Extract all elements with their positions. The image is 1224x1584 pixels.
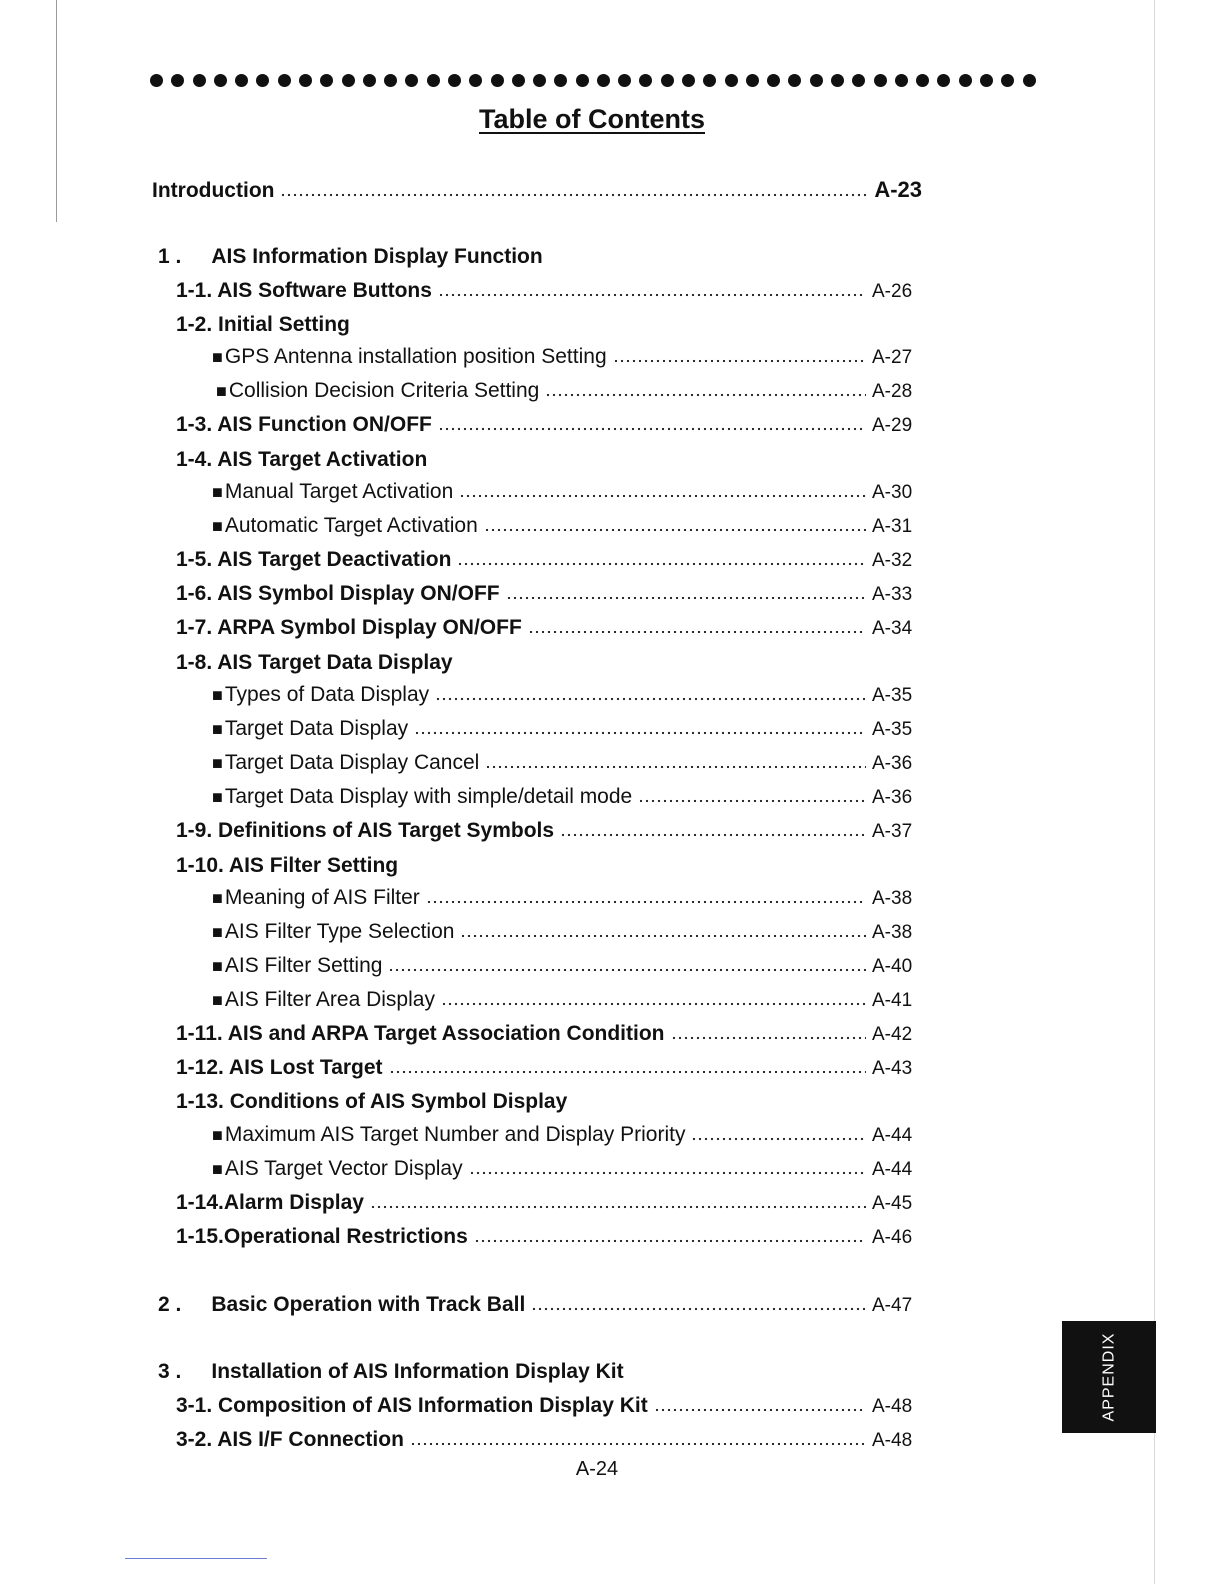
dot-leader	[469, 1171, 866, 1175]
dot-leader	[485, 765, 866, 769]
toc-entry-label: Automatic Target Activation	[224, 514, 478, 537]
dot-icon	[639, 74, 652, 87]
toc-page-number: A-46	[872, 1227, 913, 1248]
dot-leader	[280, 193, 868, 197]
toc-entry-label: Meaning of AIS Filter	[224, 886, 420, 909]
dot-leader	[457, 562, 866, 566]
toc-entry-label: 1-6. AIS Symbol Display ON/OFF	[176, 582, 500, 605]
square-bullet-icon: ■	[212, 347, 223, 367]
toc-page-number: A-29	[872, 415, 913, 436]
toc-entry	[158, 1358, 914, 1386]
toc-page-number: A-44	[872, 1159, 913, 1180]
toc-page-number: A-38	[872, 922, 913, 943]
toc-page-number: A-37	[872, 821, 913, 842]
toc-entry-label: AIS Filter Area Display	[224, 988, 435, 1011]
dot-icon	[937, 74, 950, 87]
toc-entry	[176, 580, 914, 609]
toc-entry	[176, 1392, 914, 1421]
toc-subentry	[212, 986, 914, 1015]
toc-entry-label: Manual Target Activation	[224, 480, 454, 503]
dot-icon	[1001, 74, 1014, 87]
dot-icon	[363, 74, 376, 87]
toc-page-number: A-44	[872, 1125, 913, 1146]
toc-page-number: A-42	[872, 1024, 913, 1045]
dot-icon	[576, 74, 589, 87]
toc-page-number: A-35	[872, 719, 913, 740]
toc-entry-label: 1-13. Conditions of AIS Symbol Display	[176, 1090, 568, 1113]
toc-page-number: A-31	[872, 516, 913, 537]
dot-icon	[1023, 74, 1036, 87]
toc-entry	[176, 852, 914, 880]
dot-icon	[448, 74, 461, 87]
toc-page-number: A-45	[872, 1193, 913, 1214]
toc-page-number: A-38	[872, 888, 913, 909]
toc-entry	[176, 1426, 914, 1455]
dot-icon	[916, 74, 929, 87]
dot-leader	[459, 494, 866, 498]
toc-entry	[176, 1189, 914, 1218]
toc-entry	[158, 1291, 914, 1320]
dot-icon	[831, 74, 844, 87]
dot-leader	[654, 1408, 866, 1412]
dot-icon	[703, 74, 716, 87]
dot-icon	[235, 74, 248, 87]
toc-page-number: A-40	[872, 956, 913, 977]
dot-leader	[438, 427, 866, 431]
toc-entry	[158, 243, 922, 271]
toc-entry	[176, 311, 914, 339]
dot-icon	[767, 74, 780, 87]
dot-icon	[469, 74, 482, 87]
chapter-number: 2 .	[158, 1293, 182, 1316]
toc-entry-label: Introduction	[152, 179, 275, 202]
dot-leader	[528, 630, 866, 634]
appendix-tab-label: APPENDIX	[1099, 1332, 1117, 1422]
dot-icon	[618, 74, 631, 87]
dot-icon	[193, 74, 206, 87]
dot-icon	[682, 74, 695, 87]
dot-leader	[441, 1002, 866, 1006]
dot-leader	[560, 833, 866, 837]
square-bullet-icon: ■	[212, 516, 223, 536]
toc-page-number: A-33	[872, 584, 913, 605]
toc-entry	[176, 446, 914, 474]
dot-leader	[474, 1239, 866, 1243]
toc-subentry	[212, 1155, 914, 1184]
square-bullet-icon: ■	[212, 753, 223, 773]
toc-page-number: A-32	[872, 550, 913, 571]
toc-entry-label: 1-8. AIS Target Data Display	[176, 651, 453, 674]
toc-entry-label: Types of Data Display	[224, 683, 430, 706]
chapter-number: 1 .	[158, 245, 182, 268]
toc-page-number: A-48	[872, 1430, 913, 1451]
toc-entry	[176, 614, 914, 643]
toc-page-number: A-30	[872, 482, 913, 503]
dot-leader	[438, 293, 866, 297]
dot-leader	[460, 934, 866, 938]
dot-icon	[342, 74, 355, 87]
dot-leader	[370, 1205, 866, 1209]
toc-entry-label: GPS Antenna installation position Setting	[224, 345, 607, 368]
dot-icon	[852, 74, 865, 87]
toc-entry-label: Target Data Display with simple/detail mode	[224, 785, 633, 808]
dot-leader	[388, 968, 866, 972]
toc-entry-label: AIS Filter Setting	[224, 954, 383, 977]
square-bullet-icon: ■	[212, 719, 223, 739]
toc-entry	[176, 411, 914, 440]
toc-subentry	[212, 749, 914, 778]
dot-icon	[661, 74, 674, 87]
toc-entry	[176, 649, 914, 677]
toc-page-number: A-48	[872, 1396, 913, 1417]
dot-icon	[554, 74, 567, 87]
dot-icon	[214, 74, 227, 87]
toc-page-number: A-27	[872, 347, 913, 368]
dot-leader	[638, 799, 866, 803]
toc-entry-label: Basic Operation with Track Ball	[211, 1293, 526, 1316]
dot-icon	[810, 74, 823, 87]
toc-entry	[176, 1088, 914, 1116]
toc-entry-label: AIS Filter Type Selection	[224, 920, 455, 943]
toc-entry-label: 1-3. AIS Function ON/OFF	[176, 413, 432, 436]
square-bullet-icon: ■	[216, 381, 227, 401]
toc-entry-label: AIS Target Vector Display	[224, 1157, 463, 1180]
dot-icon	[959, 74, 972, 87]
dot-leader	[506, 596, 866, 600]
toc-entry-label: Target Data Display Cancel	[224, 751, 480, 774]
dot-icon	[171, 74, 184, 87]
square-bullet-icon: ■	[212, 482, 223, 502]
toc-page-number: A-26	[872, 281, 913, 302]
toc-subentry	[212, 918, 914, 947]
toc-entry-label: Target Data Display	[224, 717, 409, 740]
toc-entry-label: 1-11. AIS and ARPA Target Association Condition	[176, 1022, 665, 1045]
dot-leader	[671, 1036, 867, 1040]
dot-icon	[256, 74, 269, 87]
toc-entry-label: 1-12. AIS Lost Target	[176, 1056, 383, 1079]
square-bullet-icon: ■	[212, 990, 223, 1010]
square-bullet-icon: ■	[212, 685, 223, 705]
toc-entry-label: Collision Decision Criteria Setting	[228, 379, 540, 402]
toc-entry	[176, 1020, 914, 1049]
dot-icon	[725, 74, 738, 87]
toc-entry-label: 1-4. AIS Target Activation	[176, 448, 428, 471]
toc-entry	[176, 546, 914, 575]
toc-page-number: A-34	[872, 618, 913, 639]
toc-subentry	[212, 681, 914, 710]
dot-leader	[691, 1137, 866, 1141]
toc-page-number: A-43	[872, 1058, 913, 1079]
dot-leader	[435, 697, 866, 701]
toc-subentry	[212, 512, 914, 541]
square-bullet-icon: ■	[212, 888, 223, 908]
toc-entry-label: 1-10. AIS Filter Setting	[176, 854, 399, 877]
dot-icon	[895, 74, 908, 87]
dot-icon	[427, 74, 440, 87]
dot-icon	[384, 74, 397, 87]
toc-page-number: A-36	[872, 753, 913, 774]
square-bullet-icon: ■	[212, 956, 223, 976]
square-bullet-icon: ■	[212, 1125, 223, 1145]
dot-icon	[491, 74, 504, 87]
toc-entry-label: 1-2. Initial Setting	[176, 313, 350, 336]
toc-subentry	[212, 478, 914, 507]
dot-icon	[746, 74, 759, 87]
toc-page-number: A-28	[872, 381, 913, 402]
chapter-number: 3 .	[158, 1360, 182, 1383]
toc-entry-label: 3-1. Composition of AIS Information Display Kit	[176, 1394, 648, 1417]
toc-entry	[152, 176, 922, 205]
toc-entry	[176, 277, 914, 306]
dot-leader	[545, 393, 866, 397]
toc-entry	[176, 1223, 914, 1252]
toc-entry-label: 1-15.Operational Restrictions	[176, 1225, 468, 1248]
dot-icon	[533, 74, 546, 87]
scan-bottom-line	[125, 1558, 267, 1559]
dot-icon	[278, 74, 291, 87]
toc-entry-label: Installation of AIS Information Display Kit	[211, 1360, 624, 1383]
dot-icon	[150, 74, 163, 87]
dot-icon	[299, 74, 312, 87]
toc-entry-label: Maximum AIS Target Number and Display Priority	[224, 1123, 686, 1146]
dot-leader	[484, 528, 866, 532]
toc-entry-label: 1-14.Alarm Display	[176, 1191, 364, 1214]
toc-page-number: A-41	[872, 990, 913, 1011]
dot-icon	[320, 74, 333, 87]
dot-leader	[613, 359, 866, 363]
toc-page-number: A-47	[872, 1295, 913, 1316]
dot-icon	[788, 74, 801, 87]
dot-leader	[389, 1070, 866, 1074]
page-number: A-24	[575, 1458, 619, 1480]
toc-entry	[176, 817, 914, 846]
dot-icon	[512, 74, 525, 87]
toc-page-number: A-23	[874, 177, 922, 202]
dot-leader	[426, 900, 866, 904]
dot-leader	[531, 1307, 866, 1311]
toc-subentry	[212, 783, 914, 812]
dot-icon	[874, 74, 887, 87]
toc-subentry	[212, 884, 914, 913]
dot-leader	[410, 1442, 866, 1446]
toc-entry-label: 1-9. Definitions of AIS Target Symbols	[176, 819, 555, 842]
dot-icon	[405, 74, 418, 87]
page-title: Table of Contents	[479, 104, 705, 134]
dot-icon	[980, 74, 993, 87]
toc-entry	[176, 1054, 914, 1083]
toc-subentry	[212, 1121, 914, 1150]
toc-page-number: A-35	[872, 685, 913, 706]
dot-leader	[414, 731, 866, 735]
toc-entry-label: 1-5. AIS Target Deactivation	[176, 548, 452, 571]
toc-entry-label: 1-7. ARPA Symbol Display ON/OFF	[176, 616, 522, 639]
toc-page-number: A-36	[872, 787, 913, 808]
decorative-dot-row	[150, 70, 1036, 90]
toc-subentry	[212, 952, 914, 981]
toc-entry-label: 1-1. AIS Software Buttons	[176, 279, 432, 302]
toc-subentry	[212, 343, 914, 372]
toc-subentry	[212, 715, 914, 744]
toc-entry-label: AIS Information Display Function	[211, 245, 543, 268]
square-bullet-icon: ■	[212, 1159, 223, 1179]
square-bullet-icon: ■	[212, 922, 223, 942]
toc-entry-label: 3-2. AIS I/F Connection	[176, 1428, 404, 1451]
dot-icon	[597, 74, 610, 87]
square-bullet-icon: ■	[212, 787, 223, 807]
toc-subentry	[216, 377, 914, 406]
appendix-side-tab	[1062, 1321, 1156, 1433]
